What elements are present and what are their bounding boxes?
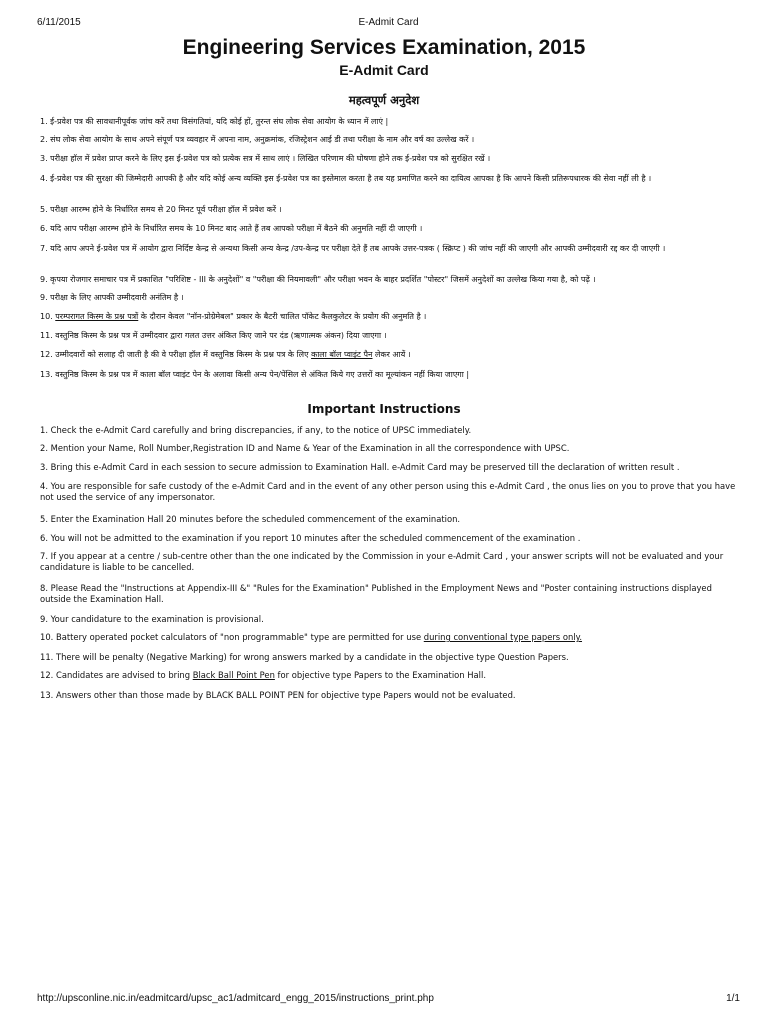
instruction-item	[40, 312, 738, 323]
instruction-emphasis: काला बॉल प्वाइंट पैन	[311, 350, 373, 359]
page-title: Engineering Services Examination, 2015	[182, 36, 586, 59]
instruction-item: 7. If you appear at a centre / sub-centre other than the one indicated by the Commission in your e-Admit Card , your answer scripts will not be evaluated and your candidature is liable to be cancelled.	[40, 551, 724, 572]
instruction-item: 3. परीक्षा हॉल में प्रवेश प्राप्त करने के लिए इस ई-प्रवेश पत्र को प्रत्येक सत्र में साथ लाएं । लिखित परिणाम की घोषणा होने तक ई-प्रवेश पत्र को सुरक्षित रखें ।	[40, 154, 491, 163]
instruction-item	[40, 350, 738, 361]
instruction-item: 13. Answers other than those made by BLACK BALL POINT PEN for objective type Papers would not be evaluated.	[40, 690, 516, 700]
instruction-item: 6. यदि आप परीक्षा आरम्भ होने के निर्धारित समय के 10 मिनट बाद आते हैं तब आपको परीक्षा में बैठने की अनुमति नहीं दी जाएगी ।	[40, 224, 423, 233]
instruction-item: 9. परीक्षा के लिए आपकी उम्मीदवारी अनंतिम है ।	[40, 293, 184, 302]
hindi-instructions-heading: महत्वपूर्ण अनुदेश	[348, 93, 420, 107]
instruction-item: 13. वस्तुनिष्ठ किस्म के प्रश्न पत्र में काला बॉल प्वाइंट पेन के अलावा किसी अन्य पेन/पेंसिल से अंकित किये गए उत्तरों का मूल्यांकन नहीं किया जाएगा |	[40, 370, 470, 379]
instruction-item: 9. कृपया रोजगार समाचार पत्र में प्रकाशित "परिशिष्ट - III के अनुदेशों" व "परीक्षा की नियमावली" और परीक्षा भवन के बाहर प्रदर्शित "पोस्टर" जिसमें अनुदेशों का उल्लेख किया गया है, को पढ़ें ।	[40, 275, 596, 284]
page-subtitle: E-Admit Card	[339, 62, 429, 78]
print-date: 6/11/2015	[37, 17, 81, 28]
english-instructions-heading: Important Instructions	[307, 402, 461, 416]
print-url: http://upsconline.nic.in/eadmitcard/upsc_ac1/admitcard_engg_2015/instructions_print.php	[37, 993, 434, 1004]
print-page-title: E-Admit Card	[358, 17, 419, 28]
instruction-item: 4. ई-प्रवेश पत्र की सुरक्षा की जिम्मेदारी आपकी है और यदि कोई अन्य व्यक्ति इस ई-प्रवेश पत्र का इस्तेमाल करता है तब यह प्रमाणित करने का दायित्व आपका है कि आपने किसी प्रतिरूपधारक की सेवा नहीं ली है ।	[40, 174, 652, 183]
instruction-text: 10.	[40, 312, 56, 321]
instruction-item: 5. Enter the Examination Hall 20 minutes before the scheduled commencement of the examination.	[40, 514, 461, 524]
instruction-item: 8. Please Read the "Instructions at Appendix-III &" "Rules for the Examination" Published in the Employment News and "Poster containing instructions displayed outside the Examination Hall.	[40, 583, 712, 604]
instruction-item: 2. Mention your Name, Roll Number,Registration ID and Name & Year of the Examination in all the correspondence with UPSC.	[40, 443, 570, 453]
instruction-item: 7. यदि आप अपने ई-प्रवेश पत्र में आयोग द्वारा निर्दिष्ट केन्द्र से अन्यथा किसी अन्य केन्द्र /उप-केन्द्र पर परीक्षा देते हैं तब आपके उत्तर-पत्रक ( स्क्रिप्ट ) की जांच नहीं की जाएगी और आपकी उम्मीदवारी रद्द कर दी जाएगी ।	[40, 244, 666, 253]
instruction-item: 11. There will be penalty (Negative Marking) for wrong answers marked by a candidate in the objective type Question Papers.	[40, 652, 569, 662]
print-header	[37, 17, 740, 31]
instruction-item: 1. ई-प्रवेश पत्र की सावधानीपूर्वक जांच करें तथा विसंगतियां, यदि कोई हों, तुरन्त संघ लोक सेवा आयोग के ध्यान में लाएं |	[40, 117, 389, 126]
instruction-emphasis: during conventional type papers only.	[423, 632, 583, 642]
print-page-number: 1/1	[726, 993, 740, 1004]
instruction-emphasis: Black Ball Point Pen	[192, 670, 275, 680]
instruction-item: 9. Your candidature to the examination is provisional.	[40, 614, 264, 624]
instruction-item: 6. You will not be admitted to the examination if you report 10 minutes after the scheduled commencement of the examination .	[40, 533, 581, 543]
instruction-item	[40, 670, 738, 681]
instruction-text: for objective type Papers to the Examination Hall.	[274, 670, 486, 680]
instruction-text: के दौरान केवल "नॉन-प्रोग्रेमेबल" प्रकार के बैटरी चालित पॉकेट कैलकुलेटर के प्रयोग की अनुमति है ।	[138, 312, 427, 321]
instruction-item: 1. Check the e-Admit Card carefully and bring discrepancies, if any, to the notice of UPSC immediately.	[40, 425, 472, 435]
instruction-item	[40, 632, 738, 643]
print-footer	[37, 993, 740, 1007]
instruction-emphasis: परम्परागत किस्म के प्रश्न पत्रों	[55, 312, 139, 321]
instruction-item: 5. परीक्षा आरम्भ होने के निर्धारित समय से 20 मिनट पूर्व परीक्षा हॉल में प्रवेश करें ।	[40, 205, 282, 214]
instruction-item: 11. वस्तुनिष्ठ किस्म के प्रश्न पत्र में उम्मीदवार द्वारा गलत उत्तर अंकित किए जाने पर दंड (ऋणात्मक अंकन) दिया जाएगा ।	[40, 331, 387, 340]
instruction-item: 2. संघ लोक सेवा आयोग के साथ अपने संपूर्ण पत्र व्यवहार में अपना नाम, अनुक्रमांक, रजिस्ट्रेशन आई डी तथा परीक्षा के नाम और वर्ष का उल्लेख करें ।	[40, 135, 475, 144]
instruction-text: लेकर आयें ।	[372, 350, 411, 359]
instruction-text: 12. Candidates are advised to bring	[40, 670, 193, 680]
instruction-text: 12. उम्मीदवारों को सलाह दी जाती है की वे परीक्षा हॉल में वस्तुनिष्ठ किस्म के प्रश्न पत्र के लिए	[40, 350, 312, 359]
instruction-text: 10. Battery operated pocket calculators of "non programmable" type are permitted for use	[40, 632, 424, 642]
instruction-item: 3. Bring this e-Admit Card in each session to secure admission to Examination Hall. e-Admit Card may be preserved till the declaration of written result .	[40, 462, 680, 472]
instruction-item: 4. You are responsible for safe custody of the e-Admit Card and in the event of any other person using this e-Admit Card , the onus lies on you to prove that you have not used the service of any impersonator.	[40, 481, 736, 502]
